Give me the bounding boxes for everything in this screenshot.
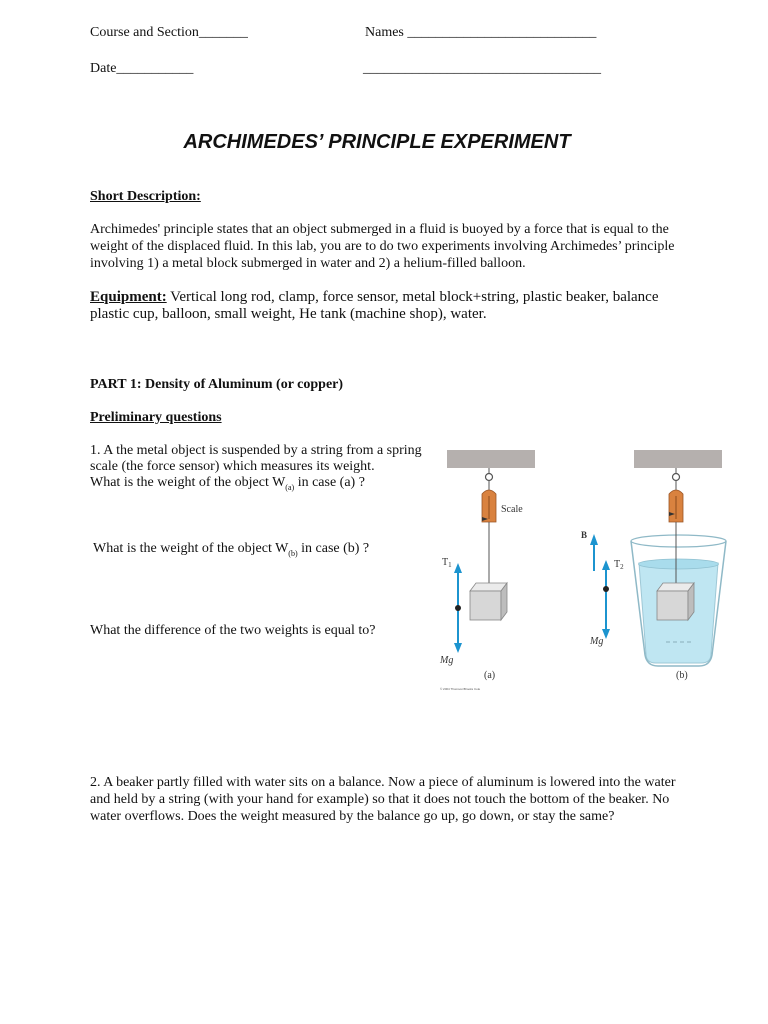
caption-a: (a) [484, 670, 496, 681]
question-b-text-end: in case (b) ? [297, 541, 370, 556]
equipment-list: Vertical long rod, clamp, force sensor, metal block+string, plastic beaker, balance [166, 289, 659, 305]
b-label: B [581, 530, 588, 540]
force-origin-b [603, 586, 609, 592]
force-origin-a [455, 605, 461, 611]
question-weight-b [93, 540, 369, 557]
question-1-text: What is the weight of the object W [90, 475, 286, 490]
metal-block-a [470, 591, 501, 620]
date-field: Date___________ [90, 61, 194, 76]
description-line-1: Archimedes' principle states that an object submerged in a fluid is buoyed by a force that is equal to the [90, 222, 669, 237]
equipment-line-1 [90, 288, 659, 306]
figure-credit: © 2004 Thomson/Brooks Cole [440, 687, 481, 691]
preliminary-questions-heading: Preliminary questions [90, 410, 222, 425]
tension-arrow-a [454, 563, 462, 573]
weight-arrow-a [454, 643, 462, 653]
buoyant-arrow [590, 534, 598, 545]
ceiling-bar-b [634, 450, 722, 468]
mg-label-a: Mg [440, 655, 454, 666]
equipment-label: Equipment: [90, 289, 167, 305]
hook-b [673, 474, 680, 481]
water-surface [639, 559, 719, 569]
question-1-line-2: scale (the force sensor) which measures its weight. [90, 459, 375, 474]
part1-heading: PART 1: Density of Aluminum (or copper) [90, 377, 344, 392]
equipment-line-2: plastic cup, balloon, small weight, He tank (machine shop), water. [90, 306, 487, 322]
short-description-heading: Short Description: [90, 189, 201, 204]
mg-label-b: Mg [590, 636, 604, 647]
description-line-3: involving 1) a metal block submerged in water and 2) a helium-filled balloon. [90, 256, 526, 271]
description-line-2: weight of the displaced fluid. In this lab, you are to do two experiments involving Archimedes’ principle [90, 239, 675, 254]
subscript-a: (a) [285, 482, 295, 492]
caption-b: (b) [676, 670, 688, 681]
question-1-line-1: 1. A the metal object is suspended by a string from a spring [90, 443, 422, 458]
question-1-line-3 [90, 474, 365, 491]
question-1-text-end: in case (a) ? [294, 475, 365, 490]
subscript-b: (b) [288, 548, 298, 558]
question-weight-difference: What the difference of the two weights is equal to? [90, 623, 376, 638]
names-field-line-2: __________________________________ [363, 61, 601, 76]
archimedes-figure [428, 444, 732, 706]
t2-label: $T_2$ [614, 559, 624, 571]
metal-block-b [657, 591, 688, 620]
question-b-text: What is the weight of the object W [93, 541, 289, 556]
beaker-rim [631, 535, 726, 547]
t1-label: $T_1$ [442, 557, 452, 569]
scale-label: Scale [501, 504, 523, 515]
page-title: ARCHIMEDES’ PRINCIPLE EXPERIMENT [183, 131, 571, 153]
names-field: Names ___________________________ [365, 25, 597, 40]
tension-arrow-b [602, 560, 610, 570]
course-section-field: Course and Section_______ [90, 25, 248, 40]
ceiling-bar-a [447, 450, 535, 468]
question-2-line-3: water overflows. Does the weight measured by the balance go up, go down, or stay the same? [90, 809, 615, 824]
question-2-line-1: 2. A beaker partly filled with water sits on a balance. Now a piece of aluminum is lowered into the water [90, 775, 676, 790]
hook-a [486, 474, 493, 481]
question-2-line-2: and held by a string (with your hand for example) so that it does not touch the bottom of the beaker. No [90, 792, 670, 807]
